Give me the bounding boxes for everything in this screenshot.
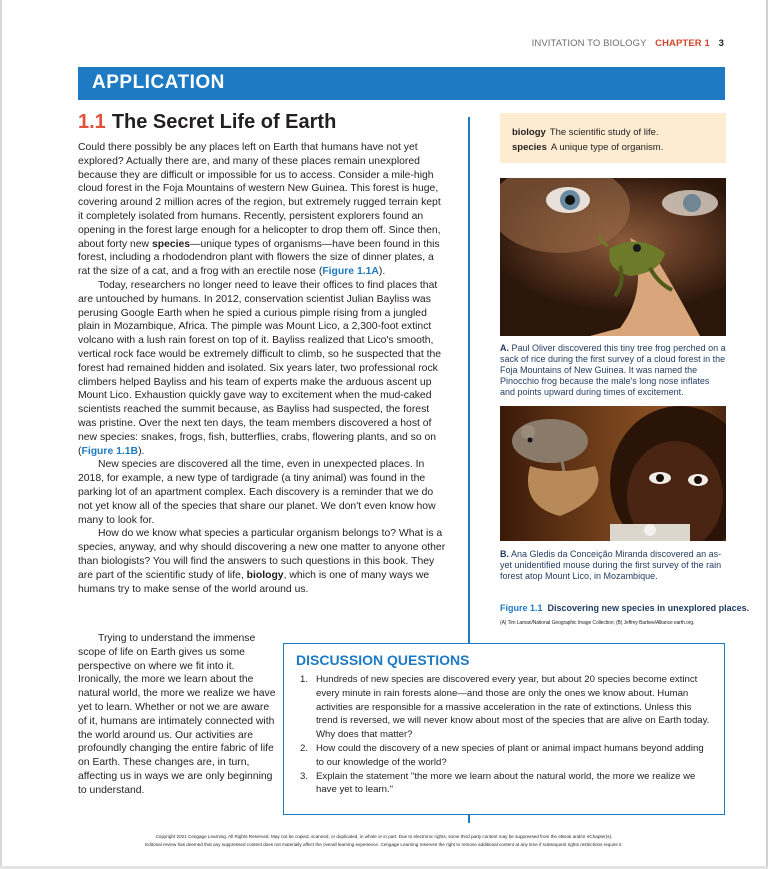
running-head-chapter: CHAPTER 1 [655, 38, 710, 49]
discussion-item-3: 3. Explain the statement "the more we learn about the natural world, the more we realize we have yet to learn." [300, 770, 696, 796]
application-banner [78, 67, 725, 100]
page-number: 3 [718, 38, 724, 49]
section-title [78, 111, 336, 134]
figure-ref-1a[interactable]: Figure 1.1A [322, 266, 379, 278]
paragraph-3: New species are discovered all the time, even in unexpected places. In 2018, for example, a new type of tardigrade (a tiny animal) was found in the parking lot of an apartment complex. Each discovery is a reminder that we do not yet know all of the species that share our planet. We don't even know how many to look for. [78, 459, 436, 526]
paragraph-4: How do we know what species a particular organism belongs to? What is a species, anyway, and why should discovering a new one matter to anyone other than biologists? You will find the answers to such questions in this book. They are part of the scientific study of life, biology, which is one of many ways we humans try to make sense of the world around us. [78, 528, 446, 595]
figure-title [500, 603, 749, 613]
frog-photo [500, 178, 726, 336]
term-biology: biology [246, 569, 284, 581]
figure-title-text: Discovering new species in unexplored places. [547, 603, 750, 613]
frog-photo-illustration [500, 178, 726, 336]
section-title-text: The Secret Life of Earth [111, 111, 337, 133]
mouse-photo-illustration [500, 406, 726, 541]
caption-b: B. Ana Gledis da Conceição Miranda discovered an as-yet unidentified mouse during the first survey of the rain forest atop Mount Lico, in Mozambique. [500, 549, 722, 581]
section-number: 1.1 [78, 111, 106, 133]
discussion-title: DISCUSSION QUESTIONS [296, 652, 470, 668]
copyright-footer [0, 833, 768, 849]
figure-credit: (A) Tim Laman/National Geographic Image Collection; (B) Jeffrey Barbee/Alliance earth.org. [500, 620, 695, 626]
main-text-column [78, 141, 448, 596]
glossary-box [500, 113, 726, 163]
copyright-line-2: Editorial review has deemed that any suppressed content does not materially affect the overall learning experience. Cengage Learning reserves the right to remove additional content at any time if subsequent rights restrictions require it. [145, 842, 623, 847]
term-species: species [151, 238, 191, 250]
discussion-list [296, 673, 710, 797]
mouse-photo [500, 406, 726, 541]
banner-label: APPLICATION [92, 72, 225, 93]
copyright-line-1: Copyright 2021 Cengage Learning. All Rights Reserved. May not be copied, scanned, or duplicated, in whole or in part. Due to electronic rights, some third party content may be suppressed from the eBook and/or eChapter(s). [155, 834, 613, 839]
discussion-item-1: 1. Hundreds of new species are discovered every year, but about 20 species become extinct every minute in rain forests alone—and those are only the ones we know about. Human activities are responsible for a massive acceleration in the rate of extinctions. Unless this trend is reversed, we will never know about most of the species that are alive on Earth today. Why does that matter? [300, 674, 710, 741]
paragraph-1: Could there possibly be any places left on Earth that humans have not yet explored? Actually there are, and many of these places remain unexplored because they are difficult or impossible for us to access. Consider a mile-high cloud forest in the Foja Mountains of western New Guinea. This forest is huge, covering around 2 million acres of the region, but extremely rugged terrain kept it completely isolated from humans. Recently, persistent explorers found an opening in the forest large enough for a helicopter to drop them off. Since then, about forty new species—unique types of organisms—have been found in this forest, including a rhododendron plant with flowers the size of dinner plates, a rat the size of a cat, and a frog with an erectile nose (Figure 1.1A). [78, 142, 441, 278]
caption-a: A. Paul Oliver discovered this tiny tree frog perched on a sack of rice during the first survey of a cloud forest in the Foja Mountains of New Guinea. It was named the Pinocchio frog because the male's long nose inflates and points upward during times of excitement. [500, 343, 726, 397]
running-head [532, 38, 724, 49]
discussion-item-2: 2. How could the discovery of a new species of plant or animal impact humans beyond adding to our knowledge of the world? [300, 742, 704, 768]
figure-ref-1b[interactable]: Figure 1.1B [81, 445, 139, 457]
paragraph-2: Today, researchers no longer need to leave their offices to find places that are untouched by humans. In 2012, conservation scientist Julian Bayliss was perusing Google Earth when he spied a curious pimple rising from a jungled plain in Mozambique, Africa. The pimple was Mount Lico, a 2,300-foot extinct volcano with a lush rain forest on top of it. Bayliss realized that Lico's smooth, vertical rock face would be extremely difficult to climb, so he suspected that the forest had remained hidden and isolated. Six years later, two professional rock climbers helped Bayliss and his team of experts make the arduous ascent up Mount Lico. Exhaustion quickly gave way to excitement when the mud-caked scientists reached the summit because, as Bayliss had suspected, the forest was pristine. Over the next ten days, the team members discovered a host of new species: snakes, frogs, fish, butterflies, crabs, flowering plants, and so on (Figure 1.1B). [78, 279, 442, 457]
discussion-questions-box [283, 643, 725, 815]
glossary-entry-species: species A unique type of organism. [512, 142, 664, 153]
narrow-text-column [78, 632, 276, 798]
figure-number: Figure 1.1 [500, 603, 543, 613]
running-head-book: INVITATION TO BIOLOGY [531, 38, 647, 49]
page-left-edge [0, 0, 2, 869]
glossary-entry-biology: biology The scientific study of life. [512, 127, 659, 138]
paragraph-5: Trying to understand the immense scope of life on Earth gives us some perspective on where we fit into it. Ironically, the more we learn about the natural world, the more we realize we have yet to learn. Whether or not we are aware of it, humans are intimately connected with the world around us. Our activities are profoundly changing the entire fabric of life on Earth. These changes are, in turn, affecting us in ways we are only beginning to understand. [78, 633, 276, 796]
